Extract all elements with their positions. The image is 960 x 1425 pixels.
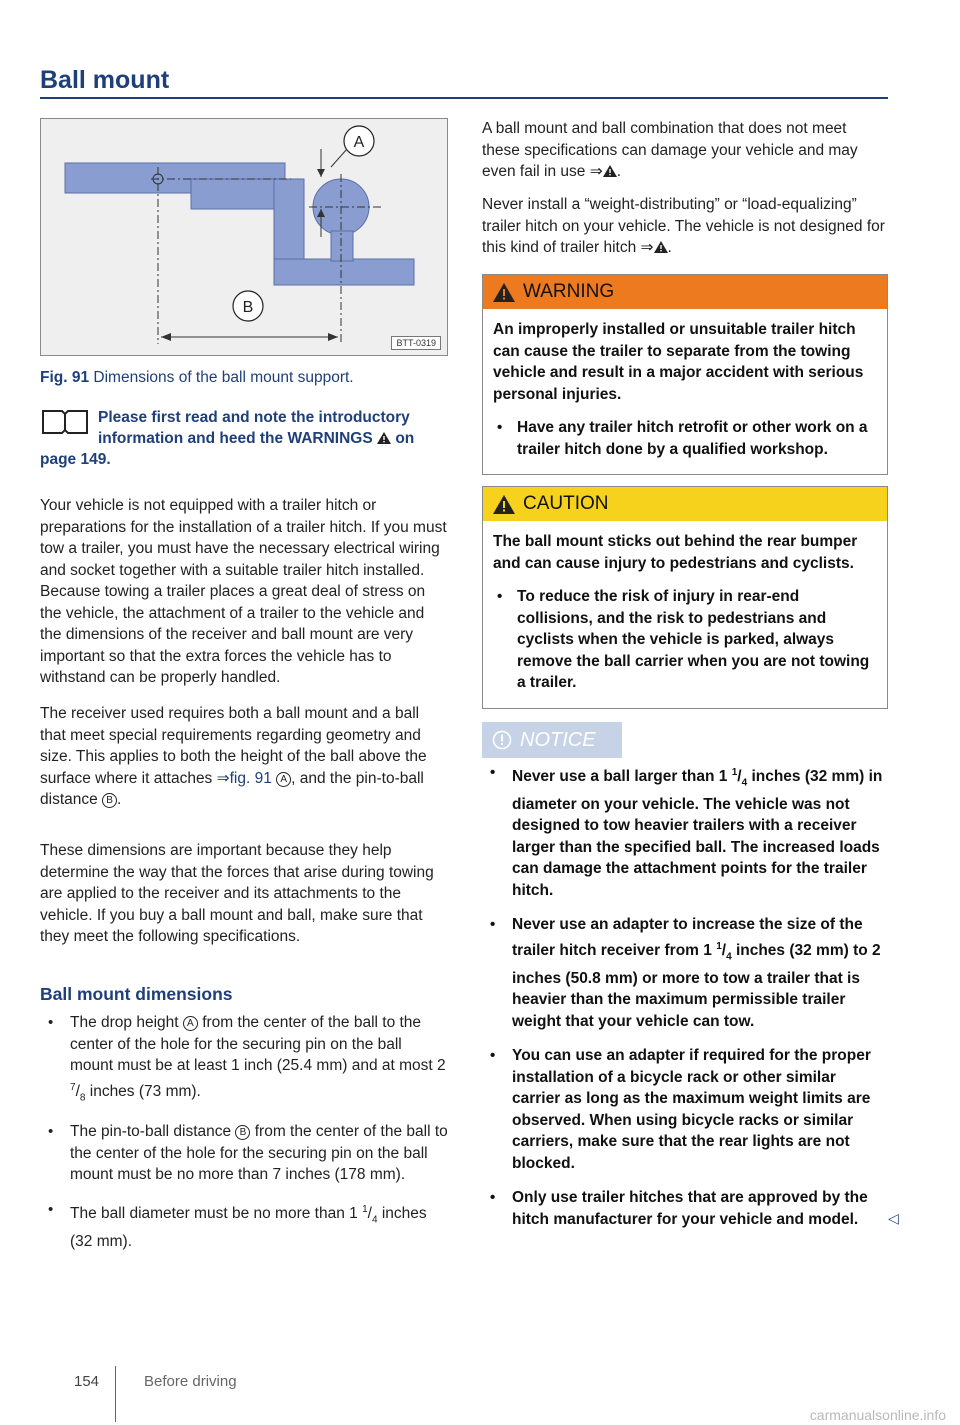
intro-text: Please first read and note the introductory information and heed the WARNINGS: [98, 409, 410, 447]
list-item: • Only use trailer hitches that are approved by the hitch manufacturer for your vehicle and model.: [482, 1187, 888, 1230]
notice-title: NOTICE: [520, 728, 596, 751]
warning-triangle-icon: [654, 241, 668, 253]
paragraph-weight-distributing: Never install a “weight-distributing” or “load-equalizing” trailer hitch on your vehicle. The vehicle is not designed for this kind of trailer hitch ⇒ .: [482, 196, 885, 256]
footer-divider: [115, 1366, 116, 1422]
warning-list: [493, 417, 877, 460]
paragraph-equipment: Your vehicle is not equipped with a trailer hitch or preparations for the installation of a trailer hitch. If you must tow a trailer, you must have the necessary electrical wiring and socket together with a suitable trailer hitch installed. Because towing a trailer places a great deal of stress on the vehicle, the attachment of a trailer to the vehicle and the dimensions of the receiver and ball mount are very important so that the extra forces the vehicle has to withstand can be properly handled.: [40, 497, 447, 686]
info-icon: [492, 730, 512, 750]
ref-a-marker: A: [276, 772, 291, 787]
warning-body: [483, 309, 887, 474]
caution-body: [483, 521, 887, 708]
paragraph-dimensions-importance: These dimensions are important because they help determine the way that the forces that arise during towing are applied to the receiver and its attachments to the vehicle. If you buy a ball mount and ball, make sure that they meet the following specifications.: [40, 842, 434, 945]
caution-box: [482, 486, 888, 709]
warning-triangle-icon: [493, 283, 515, 302]
page-title: Ball mount: [40, 66, 170, 94]
ref-b-marker: B: [102, 793, 117, 808]
ref-a-marker: A: [183, 1016, 198, 1031]
warning-triangle-icon: [493, 495, 515, 514]
warning-triangle-icon: [377, 432, 391, 444]
list-item: • You can use an adapter if required for the proper installation of a bicycle rack or other similar carrier as long as the maximum weight limits are observed. When using bicycle racks or similar carriers, make sure that the rear lights are not blocked.: [482, 1045, 888, 1174]
intro-page-ref: on page 149.: [40, 430, 415, 468]
label-b: B: [242, 299, 254, 316]
warning-triangle-icon: [603, 165, 617, 177]
warning-header: [483, 275, 887, 309]
notice-list: [482, 762, 888, 1243]
notice-header: [482, 722, 622, 758]
paragraph-specifications: A ball mount and ball combination that does not meet these specifications can damage your vehicle and may even fail in use ⇒ .: [482, 120, 858, 180]
warning-lead: An improperly installed or unsuitable trailer hitch can cause the trailer to separate from the towing vehicle and result in a major accident with serious personal injuries.: [493, 321, 864, 403]
caution-header: [483, 487, 887, 521]
list-item: • The pin-to-ball distance B from the center of the ball to the center of the hole for the securing pin on the ball mount must be no more than 7 inches (178 mm).: [40, 1121, 448, 1186]
fig-91-link[interactable]: ⇒fig. 91: [216, 769, 272, 787]
figure-caption-prefix: Fig. 91: [40, 369, 90, 386]
figure-caption-text: Dimensions of the ball mount support.: [93, 369, 354, 386]
figure-code: BTT-0319: [391, 336, 441, 350]
paragraph-receiver: The receiver used requires both a ball mount and a ball that meet special requirements regarding geometry and size. This applies to both the height of the ball above the surface where it attaches ⇒fig. 91 A , and the pin-to-ball distance B .: [40, 705, 427, 808]
caution-title: CAUTION: [523, 493, 609, 514]
fig-ref-between: , and the pin-to-ball distance: [40, 769, 424, 808]
page-number: 154: [74, 1373, 100, 1390]
watermark: carmanualsonline.info: [809, 1407, 946, 1423]
warning-box: [482, 274, 888, 475]
intro-note: [40, 407, 448, 470]
ball-mount-diagram: [41, 119, 448, 356]
list-item: • Never use an adapter to increase the size of the trailer hitch receiver from 1 $^1/_4$ inches (32 mm) to 2 inches (50.8 mm) or more to tow a trailer that is heavier than the maximum permissible trailer weight that your vehicle can tow.: [482, 914, 888, 1032]
list-item: • To reduce the risk of injury in rear-end collisions, and the risk to pedestrians and cyclists when the vehicle is parked, always remove the ball carrier when you are not towing a trailer.: [493, 586, 877, 694]
book-icon: [40, 407, 90, 435]
title-rule: [40, 97, 888, 99]
ref-b-marker: B: [235, 1125, 250, 1140]
warning-title: WARNING: [523, 281, 615, 302]
footer-section-title: Before driving: [144, 1373, 237, 1390]
list-item: • Have any trailer hitch retrofit or other work on a trailer hitch done by a qualified workshop.: [493, 417, 877, 460]
caution-list: [493, 586, 877, 694]
figure-ball-mount-dimensions: [40, 118, 448, 356]
list-item: • The ball diameter must be no more than 1 $^1/_4$ inches (32 mm).: [40, 1199, 448, 1252]
section-heading-ball-mount-dimensions: Ball mount dimensions: [40, 984, 233, 1004]
paragraph-receiver-text: The receiver used requires both a ball mount and a ball that meet special requirements regarding geometry and size. This applies to both the height of the ball above the surface where it attaches: [40, 705, 427, 787]
end-of-section-icon: ◁: [888, 1210, 899, 1226]
figure-caption: [40, 369, 448, 387]
dimensions-list: [40, 1012, 448, 1265]
caution-lead: The ball mount sticks out behind the rear bumper and can cause injury to pedestrians and cyclists.: [493, 533, 858, 572]
list-item: • Never use a ball larger than 1 $^1/_4$ inches (32 mm) in diameter on your vehicle. The vehicle was not designed to tow heavier trailers with a receiver larger than the specified ball. The increased loads can damage the attachment points for the trailer hitch.: [482, 762, 888, 901]
label-a: A: [353, 134, 365, 151]
list-item: • The drop height A from the center of the ball to the center of the hole for the securing pin on the ball mount must be at least 1 inch (25.4 mm) and at most 2 $^7/_8$ inches (73 mm).: [40, 1012, 448, 1108]
